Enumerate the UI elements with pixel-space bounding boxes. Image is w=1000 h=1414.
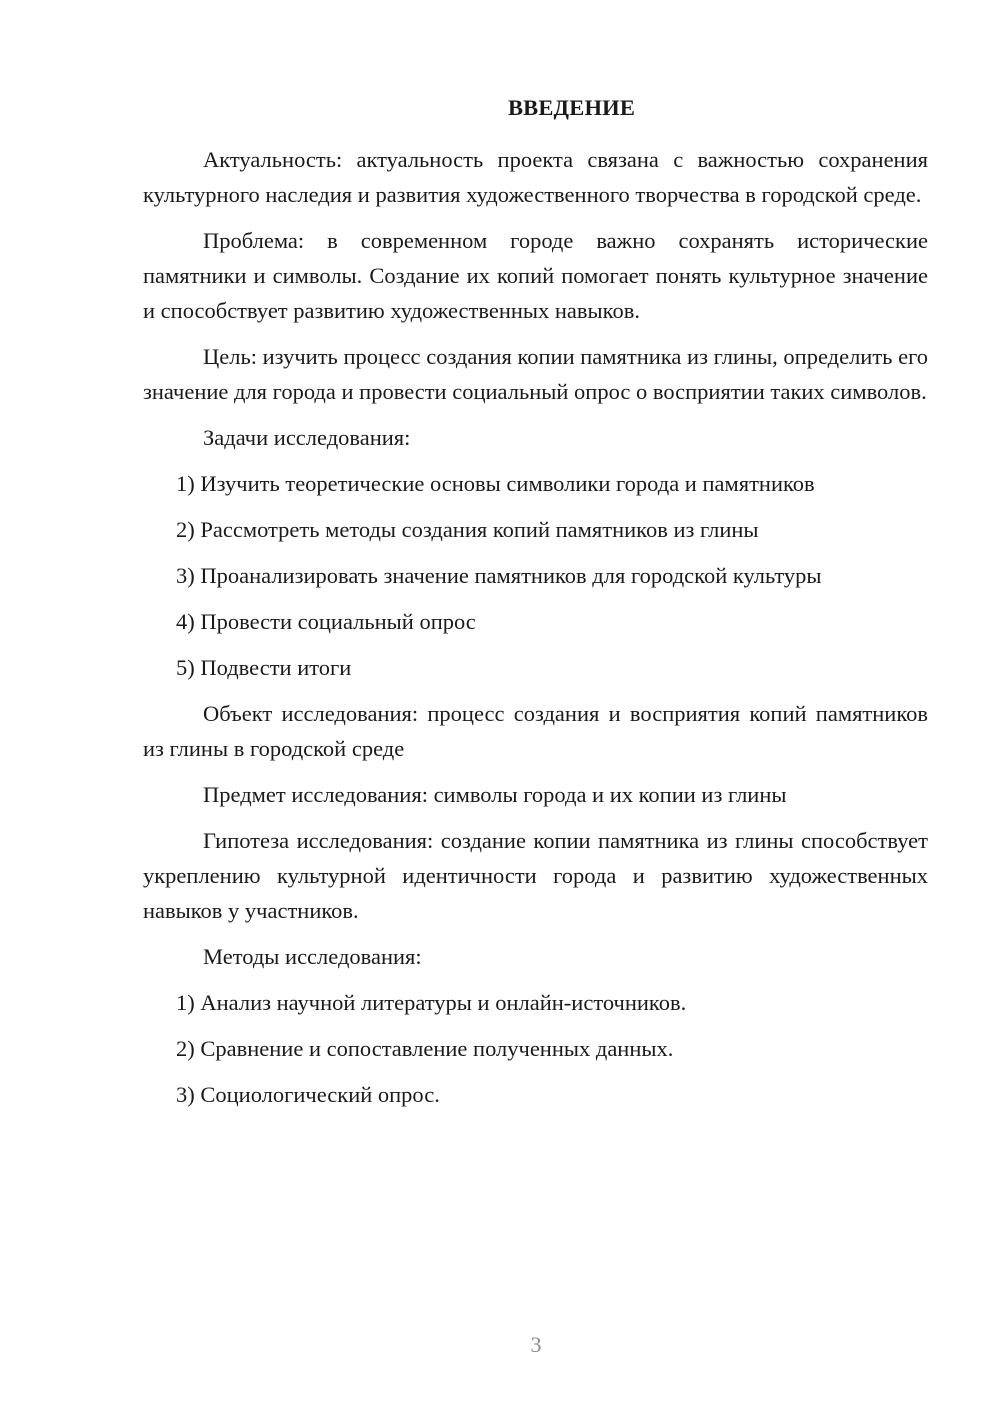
page-number: 3 — [530, 1332, 542, 1357]
problem-paragraph: Проблема: в современном городе важно сохранять исторические памятники и символы. Создание их копий помогает понять культурное значение и способствует развитию художественных навыков. — [143, 228, 928, 323]
goal-paragraph: Цель: изучить процесс создания копии памятника из глины, определить его значение для города и провести социальный опрос о восприятии таких символов. — [143, 344, 928, 404]
object-paragraph: Объект исследования: процесс создания и восприятия копий памятников из глины в городской среде — [143, 701, 928, 761]
list-item: 3) Социологический опрос. — [176, 1082, 440, 1107]
page-title: ВВЕДЕНИЕ — [507, 95, 636, 120]
list-item: 2) Рассмотреть методы создания копий памятников из глины — [176, 517, 759, 542]
list-item: 1) Изучить теоретические основы символики города и памятников — [176, 471, 815, 496]
methods-label: Методы исследования: — [203, 944, 422, 969]
list-item: 4) Провести социальный опрос — [176, 609, 476, 634]
subject-paragraph: Предмет исследования: символы города и их копии из глины — [203, 782, 787, 807]
tasks-label: Задачи исследования: — [203, 425, 411, 450]
list-item: 2) Сравнение и сопоставление полученных данных. — [176, 1036, 674, 1061]
hypothesis-paragraph: Гипотеза исследования: создание копии памятника из глины способствует укреплению культурной идентичности города и развитию художественных навыков у участников. — [143, 828, 928, 923]
list-item: 5) Подвести итоги — [176, 655, 352, 680]
list-item: 1) Анализ научной литературы и онлайн-источников. — [176, 990, 687, 1015]
document-page — [143, 90, 928, 1123]
relevance-paragraph: Актуальность: актуальность проекта связана с важностью сохранения культурного наследия и развития художественного творчества в городской среде. — [143, 147, 928, 207]
list-item: 3) Проанализировать значение памятников для городской культуры — [176, 563, 822, 588]
